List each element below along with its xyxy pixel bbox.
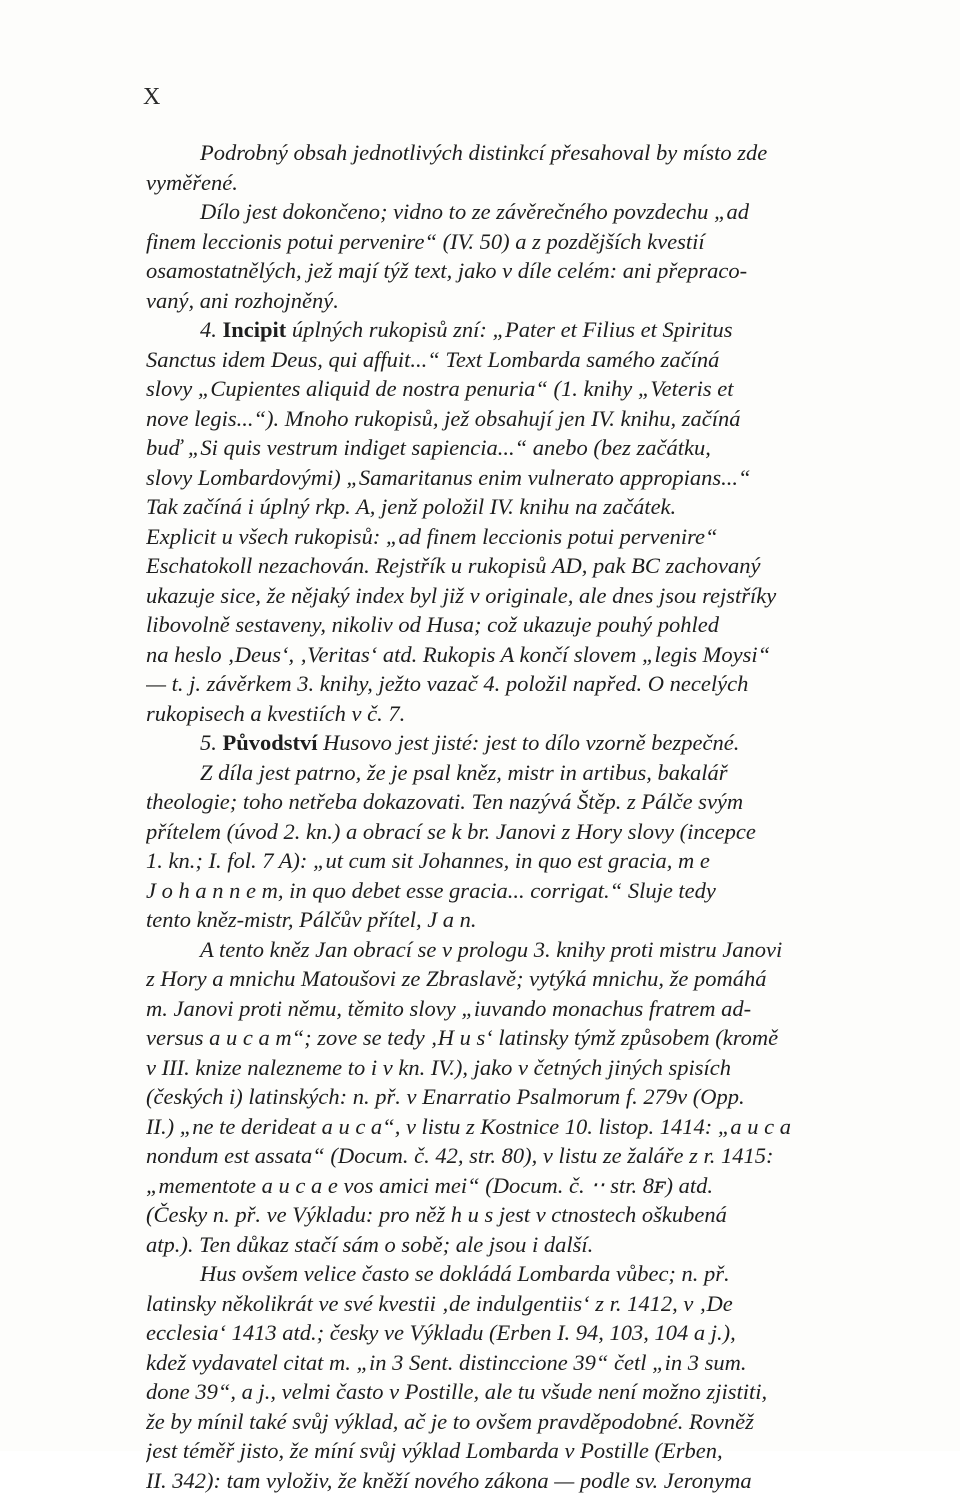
text-segment: vyměřené.: [146, 170, 238, 195]
text-segment: „mementote a u c a e vos amici mei“ (Docum. č. ‧‧ str. 8ꜰ) atd.: [146, 1173, 713, 1198]
text-line: [146, 492, 880, 522]
text-segment: slovy „Cupientes aliquid de nostra penuria“ (1. knihy „Veteris et: [146, 376, 733, 401]
text-segment: Tak začíná i úplný rkp. A, jenž položil IV. knihu na začátek.: [146, 494, 676, 519]
page-number: X: [143, 84, 161, 111]
text-line: [146, 1259, 880, 1289]
text-segment: na heslo ‚Deus‘, ‚Veritas‘ atd. Rukopis A končí slovem „legis Moysi“: [146, 642, 770, 667]
text-segment: theologie; toho netřeba dokazovati. Ten nazývá Štěp. z Pálče svým: [146, 789, 743, 814]
text-line: [146, 138, 880, 168]
text-segment: Sanctus idem Deus, qui affuit...“ Text Lombarda samého začíná: [146, 347, 719, 372]
text-segment: II.) „ne te derideat a u c a“, v listu z Kostnice 10. listop. 1414: „a u c a: [146, 1114, 791, 1139]
text-segment: (českých i) latinských: n. př. v Enarratio Psalmorum f. 279v (Opp.: [146, 1084, 745, 1109]
text-segment: (Česky n. př. ve Výkladu: pro něž h u s jest v ctnostech oškubená: [146, 1202, 727, 1227]
text-segment: Eschatokoll nezachován. Rejstřík u rukopisů AD, pak BC zachovaný: [146, 553, 760, 578]
text-line: [146, 227, 880, 257]
text-line: [146, 345, 880, 375]
text-line: [146, 935, 880, 965]
text-line: [146, 728, 880, 758]
text-segment: versus a u c a m“; zove se tedy ‚H u s‘ latinsky týmž způsobem (kromě: [146, 1025, 778, 1050]
text-segment: libovolně sestaveny, nikoliv od Husa; což ukazuje pouhý pohled: [146, 612, 719, 637]
text-line: [146, 699, 880, 729]
text-line: [146, 197, 880, 227]
text-line: [146, 1171, 880, 1201]
text-segment: ecclesia‘ 1413 atd.; česky ve Výkladu (Erben I. 94, 103, 104 a j.),: [146, 1320, 736, 1345]
text-line: [146, 1377, 880, 1407]
text-segment: buď „Si quis vestrum indiget sapiencia...“ anebo (bez začátku,: [146, 435, 711, 460]
text-line: [146, 1053, 880, 1083]
text-line: [146, 168, 880, 198]
text-segment: osamostatnělých, jež mají týž text, jako v díle celém: ani přepraco-: [146, 258, 747, 283]
text-line: [146, 581, 880, 611]
text-line: [146, 1141, 880, 1171]
text-segment: slovy Lombardovými) „Samaritanus enim vulnerato appropians...“: [146, 465, 751, 490]
text-line: [146, 1318, 880, 1348]
text-line: [146, 286, 880, 316]
text-segment: úplných rukopisů zní: „Pater et Filius et Spiritus: [286, 317, 732, 342]
text-segment: 1. kn.; I. fol. 7 A): „ut cum sit Johannes, in quo est gracia, m e: [146, 848, 710, 873]
text-segment: 5.: [200, 730, 223, 755]
text-segment: kdež vydavatel citat m. „in 3 Sent. distinccione 39“ četl „in 3 sum.: [146, 1350, 747, 1375]
text-segment: Hus ovšem velice často se dokládá Lombarda vůbec; n. př.: [200, 1261, 730, 1286]
text-segment: nondum est assata“ (Docum. č. 42, str. 80), v listu ze žaláře z r. 1415:: [146, 1143, 774, 1168]
text-segment: jest téměř jisto, že míní svůj výklad Lombarda v Postille (Erben,: [146, 1438, 723, 1463]
text-segment: přítelem (úvod 2. kn.) a obrací se k br. Janovi z Hory slovy (incepce: [146, 819, 756, 844]
text-line: [146, 1407, 880, 1437]
text-segment: J o h a n n e m, in quo debet esse gracia... corrigat.“ Sluje tedy: [146, 878, 716, 903]
section-heading: Incipit: [223, 317, 287, 342]
text-line: [146, 640, 880, 670]
text-line: [146, 787, 880, 817]
text-line: [146, 610, 880, 640]
text-segment: II. 342): tam vyloživ, že kněží nového zákona — podle sv. Jeronyma: [146, 1468, 752, 1493]
text-segment: v III. knize nalezneme to i v kn. IV.), jako v četných jiných spisích: [146, 1055, 731, 1080]
text-line: [146, 758, 880, 788]
text-line: [146, 404, 880, 434]
text-line: [146, 846, 880, 876]
text-segment: ukazuje sice, že nějaký index byl již v originale, ale dnes jsou rejstříky: [146, 583, 776, 608]
text-segment: — t. j. závěrkem 3. knihy, ježto vazač 4. položil napřed. O necelých: [146, 671, 748, 696]
body-text: [146, 138, 880, 1495]
text-line: [146, 1230, 880, 1260]
text-segment: 4.: [200, 317, 223, 342]
text-line: [146, 1466, 880, 1495]
text-line: [146, 551, 880, 581]
text-segment: done 39“, a j., velmi často v Postille, ale tu všude není možno zjistiti,: [146, 1379, 767, 1404]
text-segment: že by mínil také svůj výklad, ač je to ovšem pravděpodobné. Rovněž: [146, 1409, 754, 1434]
text-line: [146, 1112, 880, 1142]
text-line: [146, 994, 880, 1024]
text-segment: A tento kněz Jan obrací se v prologu 3. knihy proti mistru Janovi: [200, 937, 782, 962]
text-line: [146, 433, 880, 463]
text-segment: vaný, ani rozhojněný.: [146, 288, 339, 313]
text-line: [146, 1082, 880, 1112]
text-line: [146, 256, 880, 286]
text-line: [146, 522, 880, 552]
text-segment: nove legis...“). Mnoho rukopisů, jež obsahují jen IV. knihu, začíná: [146, 406, 741, 431]
text-line: [146, 463, 880, 493]
text-segment: Podrobný obsah jednotlivých distinkcí přesahoval by místo zde: [200, 140, 767, 165]
text-segment: rukopisech a kvestiích v č. 7.: [146, 701, 405, 726]
text-segment: Husovo jest jisté: jest to dílo vzorně bezpečné.: [318, 730, 740, 755]
text-segment: atp.). Ten důkaz stačí sám o sobě; ale jsou i další.: [146, 1232, 593, 1257]
text-line: [146, 1200, 880, 1230]
text-segment: latinsky několikrát ve své kvestii ‚de indulgentiis‘ z r. 1412, v ‚De: [146, 1291, 733, 1316]
section-heading: Původství: [223, 730, 318, 755]
text-line: [146, 817, 880, 847]
text-segment: finem leccionis potui pervenire“ (IV. 50) a z pozdějších kvestií: [146, 229, 705, 254]
text-line: [146, 1289, 880, 1319]
text-segment: Explicit u všech rukopisů: „ad finem leccionis potui pervenire“: [146, 524, 718, 549]
text-line: [146, 1348, 880, 1378]
text-segment: Dílo jest dokončeno; vidno to ze závěrečného povzdechu „ad: [200, 199, 749, 224]
text-line: [146, 1023, 880, 1053]
text-line: [146, 876, 880, 906]
text-segment: Z díla jest patrno, že je psal kněz, mistr in artibus, bakalář: [200, 760, 728, 785]
text-line: [146, 964, 880, 994]
text-segment: m. Janovi proti němu, těmito slovy „iuvando monachus fratrem ad-: [146, 996, 751, 1021]
text-line: [146, 374, 880, 404]
text-segment: z Hory a mnichu Matoušovi ze Zbraslavě; vytýká mnichu, že pomáhá: [146, 966, 767, 991]
text-line: [146, 315, 880, 345]
text-segment: tento kněz-mistr, Pálčův přítel, J a n.: [146, 907, 477, 932]
text-line: [146, 905, 880, 935]
text-line: [146, 669, 880, 699]
